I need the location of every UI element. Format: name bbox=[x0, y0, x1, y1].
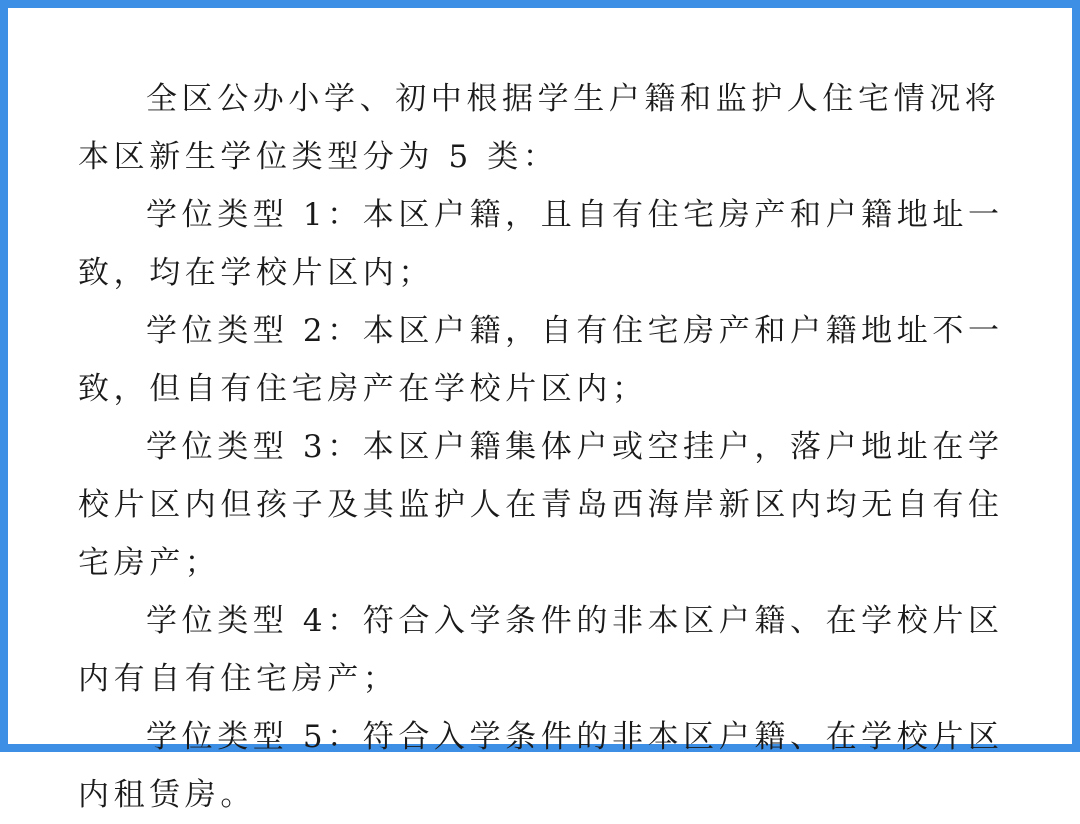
paragraph-intro: 全区公办小学、初中根据学生户籍和监护人住宅情况将本区新生学位类型分为 5 类： bbox=[78, 81, 1001, 175]
paragraph-type-3: 学位类型 3：本区户籍集体户或空挂户，落户地址在学校片区内但孩子及其监护人在青岛西海岸新区内均无自有住宅房产； bbox=[78, 429, 1004, 581]
document-body bbox=[78, 70, 1018, 824]
paragraph-type-2: 学位类型 2：本区户籍，自有住宅房产和户籍地址不一致，但自有住宅房产在学校片区内； bbox=[78, 313, 1004, 407]
paragraph-type-1: 学位类型 1：本区户籍，且自有住宅房产和户籍地址一致，均在学校片区内； bbox=[78, 197, 1004, 291]
paragraph-type-5: 学位类型 5：符合入学条件的非本区户籍、在学校片区内租赁房。 bbox=[78, 719, 1004, 813]
paragraph-type-4: 学位类型 4：符合入学条件的非本区户籍、在学校片区内有自有住宅房产； bbox=[78, 603, 1004, 697]
